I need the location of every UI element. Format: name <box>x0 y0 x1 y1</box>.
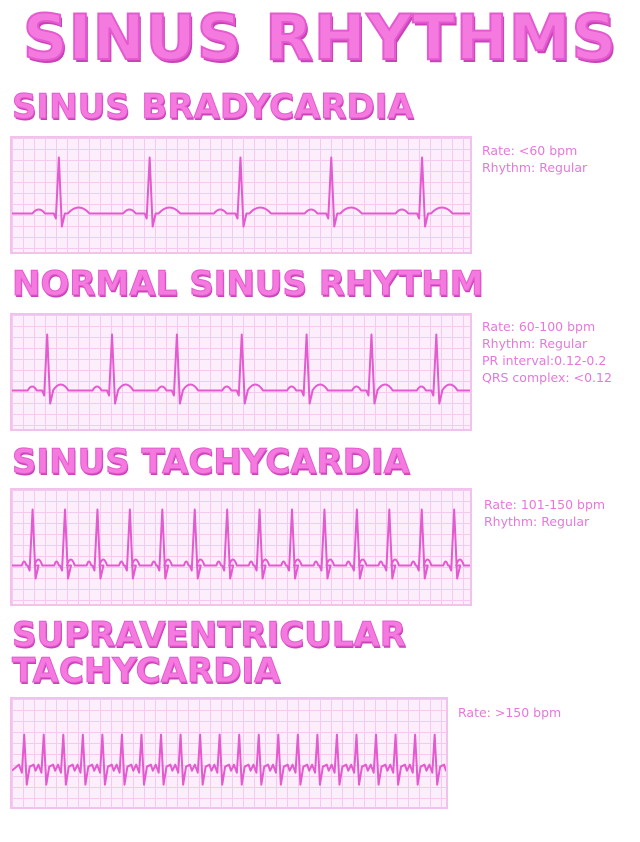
ecg-waveform <box>12 735 448 785</box>
section-title-sinus-tachycardia: SINUS TACHYCARDIA <box>12 442 410 482</box>
ecg-strip-normal-sinus-rhythm <box>10 313 472 431</box>
note-rate: Rate: <60 bpm <box>482 143 578 158</box>
note-rhythm: Rhythm: Regular <box>482 336 588 351</box>
section-title-normal-sinus-rhythm: NORMAL SINUS RHYTHM <box>12 264 484 304</box>
ecg-trace-normal-sinus-rhythm <box>12 315 472 431</box>
section-title-svt-line2: TACHYCARDIA <box>12 651 281 691</box>
ecg-trace-sinus-bradycardia <box>12 138 472 254</box>
note-rhythm: Rhythm: Regular <box>482 160 588 175</box>
note-rate: Rate: >150 bpm <box>458 705 562 720</box>
ecg-strip-svt <box>10 697 448 809</box>
section-title-sinus-bradycardia: SINUS BRADYCARDIA <box>12 87 414 127</box>
ecg-waveform <box>12 158 472 227</box>
note-pr-interval: PR interval:0.12-0.2 <box>482 353 607 368</box>
ecg-strip-sinus-tachycardia <box>10 488 472 606</box>
notes-normal-sinus-rhythm <box>482 318 612 386</box>
main-title: SINUS RHYTHMS <box>22 1 618 74</box>
notes-sinus-bradycardia <box>482 142 587 176</box>
note-rate: Rate: 101-150 bpm <box>484 497 606 512</box>
notes-sinus-tachycardia <box>484 496 605 530</box>
section-title-svt-line1: SUPRAVENTRICULAR <box>12 615 406 655</box>
note-rate: Rate: 60-100 bpm <box>482 319 596 334</box>
ecg-trace-svt <box>12 699 448 809</box>
ecg-waveform <box>12 335 472 404</box>
ecg-waveform <box>12 510 472 579</box>
ecg-trace-sinus-tachycardia <box>12 490 472 606</box>
notes-svt <box>458 704 561 721</box>
note-qrs-complex: QRS complex: <0.12 <box>482 370 612 385</box>
ecg-strip-sinus-bradycardia <box>10 136 472 254</box>
note-rhythm: Rhythm: Regular <box>484 514 590 529</box>
